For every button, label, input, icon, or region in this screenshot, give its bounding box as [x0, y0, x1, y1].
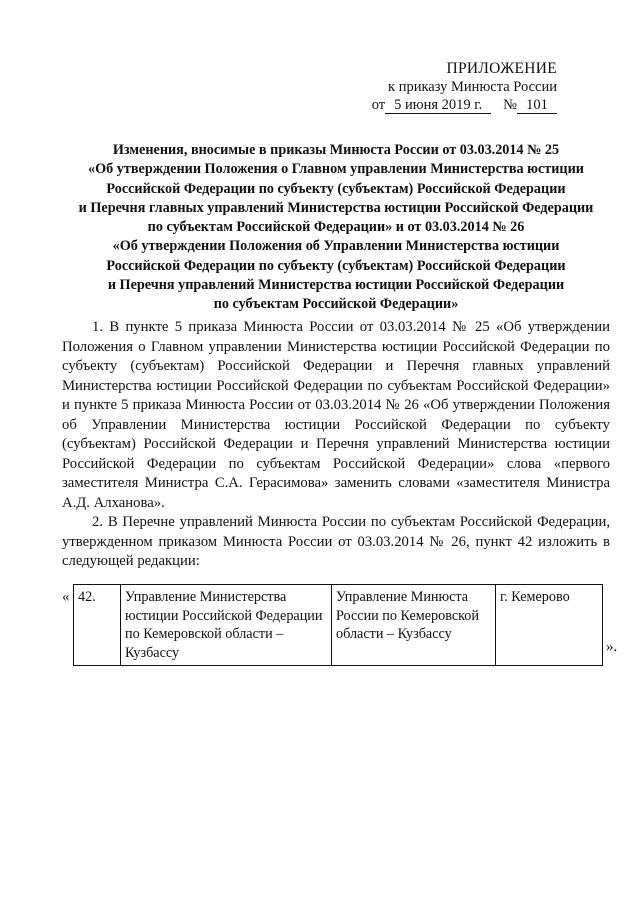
heading-line: «Об утверждении Положения о Главном управлении Министерства юстиции [88, 161, 584, 178]
cell-short-name: Управление Минюста России по Кемеровской области – Кузбассу [332, 585, 496, 666]
heading-line: по субъектам Российской Федерации» и от 03.03.2014 № 26 [147, 219, 525, 236]
heading-line: «Об утверждении Положения об Управлении Министерства юстиции [112, 238, 560, 255]
order-dateline [357, 96, 557, 114]
closing-quote: ». [606, 639, 618, 655]
appendix-subtitle: к приказу Минюста России [388, 79, 557, 95]
order-date: 5 июня 2019 г. [385, 97, 491, 114]
heading-line: Российской Федерации по субъекту (субъектам) Российской Федерации [106, 257, 566, 274]
amendment-table [73, 584, 603, 666]
heading-line: и Перечня управлений Министерства юстиции Российской Федерации [107, 277, 565, 294]
heading-line: по субъектам Российской Федерации» [213, 296, 459, 313]
document-heading [62, 141, 610, 315]
order-number: 101 [517, 97, 557, 114]
cell-number: 42. [74, 585, 121, 666]
paragraph-1: 1. В пункте 5 приказа Минюста России от 03.03.2014 № 25 «Об утверждении Положения о Главном управлении Министерства юстиции Российской Федерации по субъекту (субъектам) Российской Федерации и Перечня главных управлений Министерства юстиции Российской Федерации по субъектам Российской Федерации» и пункте 5 приказа Минюста России от 03.03.2014 № 26 «Об утверждении Положения об Управлении Министерства юстиции Российской Федерации по субъекту (субъектам) Российской Федерации и Перечня управлений Министерства юстиции Российской Федерации по субъектам Российской Федерации» слова «первого заместителя Министра С.А. Герасимова» заменить словами «заместителя Министра А.Д. Алханова». [62, 319, 610, 511]
appendix-title: ПРИЛОЖЕНИЕ [446, 60, 557, 77]
opening-quote: « [62, 589, 70, 605]
from-label: от [371, 97, 386, 113]
paragraph-2: 2. В Перечне управлений Минюста России по субъектам Российской Федерации, утвержденном приказом Минюста России от 03.03.2014 № 26, пункт 42 изложить в следующей редакции: [62, 514, 610, 569]
cell-full-name: Управление Министерства юстиции Российской Федерации по Кемеровской области – Кузбассу [121, 585, 332, 666]
cell-city: г. Кемерово [496, 585, 603, 666]
heading-line: и Перечня главных управлений Министерства юстиции Российской Федерации [78, 199, 594, 216]
heading-line: Изменения, вносимые в приказы Минюста России от 03.03.2014 № 25 [112, 142, 560, 158]
table-row [74, 585, 603, 666]
heading-line: Российской Федерации по субъекту (субъектам) Российской Федерации [106, 180, 566, 197]
number-label: № [503, 97, 517, 113]
appendix-block [357, 60, 557, 114]
